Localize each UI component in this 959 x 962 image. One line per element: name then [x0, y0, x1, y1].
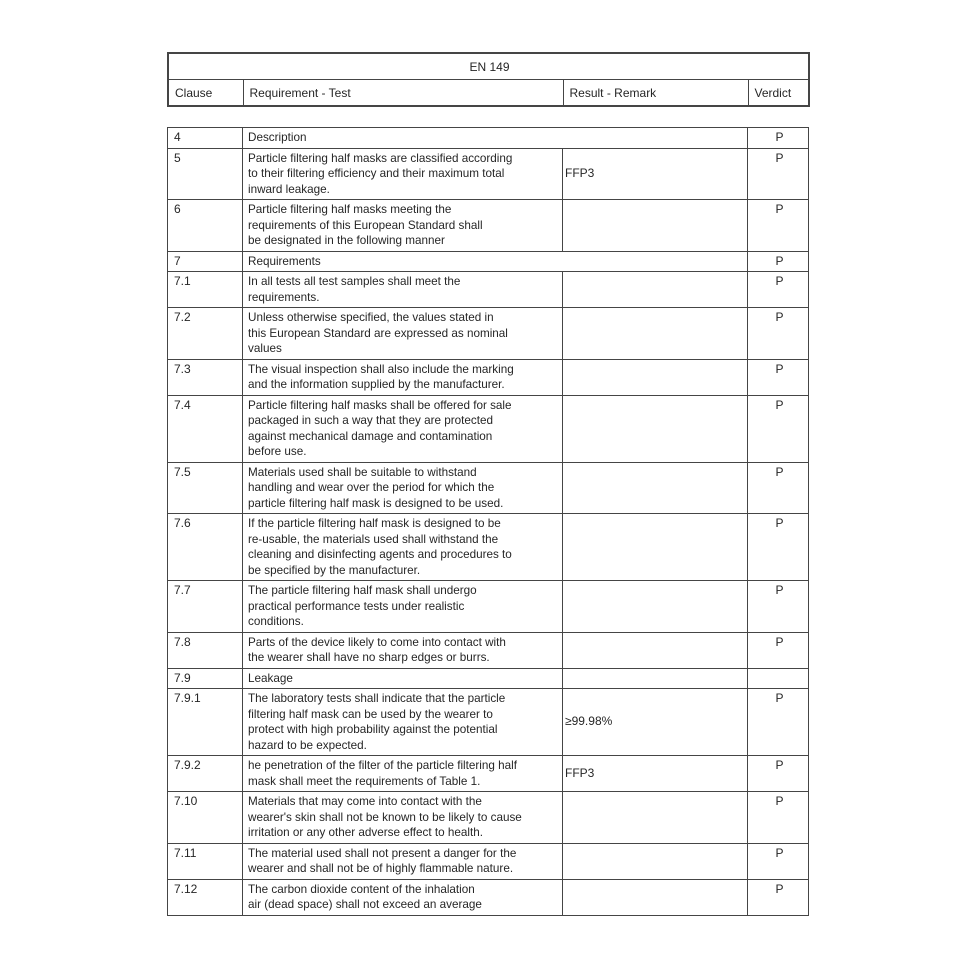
- standard-title-row: [168, 53, 809, 80]
- verdict-cell: P: [748, 395, 809, 462]
- standard-title: EN 149: [168, 53, 809, 80]
- verdict-cell: [748, 668, 809, 689]
- result-cell: [563, 668, 748, 689]
- result-cell: FFP3: [563, 148, 748, 200]
- clause-cell: 7: [168, 251, 243, 272]
- table-row: [168, 879, 809, 915]
- report-body-table: [167, 127, 809, 916]
- table-row: [168, 308, 809, 360]
- verdict-cell: P: [748, 689, 809, 756]
- table-row: [168, 272, 809, 308]
- verdict-cell: P: [748, 128, 809, 149]
- clause-cell: 7.9.2: [168, 756, 243, 792]
- verdict-cell: P: [748, 359, 809, 395]
- requirement-cell: If the particle filtering half mask is designed to be re-usable, the materials used shall withstand the cleaning and disinfecting agents and procedures to be specified by the manufacturer.: [243, 514, 563, 581]
- result-cell: [563, 462, 748, 514]
- verdict-cell: P: [748, 148, 809, 200]
- clause-cell: 7.12: [168, 879, 243, 915]
- column-header-verdict: Verdict: [748, 80, 809, 107]
- table-row: [168, 359, 809, 395]
- table-row: [168, 689, 809, 756]
- result-cell: [563, 395, 748, 462]
- report-page: [167, 52, 808, 916]
- requirement-cell: The material used shall not present a danger for the wearer and shall not be of highly flammable nature.: [243, 843, 563, 879]
- column-header-row: [168, 80, 809, 107]
- table-row: [168, 514, 809, 581]
- table-row: [168, 843, 809, 879]
- clause-cell: 6: [168, 200, 243, 252]
- table-row: [168, 792, 809, 844]
- requirement-cell: Leakage: [243, 668, 563, 689]
- table-row: [168, 395, 809, 462]
- verdict-cell: P: [748, 514, 809, 581]
- requirement-cell: The particle filtering half mask shall undergo practical performance tests under realistic conditions.: [243, 581, 563, 633]
- clause-cell: 7.5: [168, 462, 243, 514]
- requirement-cell: Materials that may come into contact with the wearer's skin shall not be known to be likely to cause irritation or any other adverse effect to health.: [243, 792, 563, 844]
- requirement-cell: Parts of the device likely to come into contact with the wearer shall have no sharp edges or burrs.: [243, 632, 563, 668]
- result-cell: ≥99.98%: [563, 689, 748, 756]
- report-header-table: [167, 52, 810, 107]
- requirement-cell: The laboratory tests shall indicate that the particle filtering half mask can be used by the wearer to protect with high probability against the potential hazard to be expected.: [243, 689, 563, 756]
- verdict-cell: P: [748, 843, 809, 879]
- table-row: [168, 756, 809, 792]
- clause-cell: 7.11: [168, 843, 243, 879]
- table-row: [168, 462, 809, 514]
- clause-cell: 7.9.1: [168, 689, 243, 756]
- table-row: [168, 200, 809, 252]
- requirement-cell: The carbon dioxide content of the inhalation air (dead space) shall not exceed an average: [243, 879, 563, 915]
- result-cell: [563, 359, 748, 395]
- column-header-clause: Clause: [168, 80, 243, 107]
- result-cell: [563, 879, 748, 915]
- result-cell: [563, 632, 748, 668]
- result-cell: [563, 843, 748, 879]
- result-cell: [563, 308, 748, 360]
- requirement-cell: he penetration of the filter of the particle filtering half mask shall meet the requirements of Table 1.: [243, 756, 563, 792]
- verdict-cell: P: [748, 308, 809, 360]
- table-row: [168, 251, 809, 272]
- table-row: [168, 668, 809, 689]
- result-cell: [563, 514, 748, 581]
- requirement-cell: Particle filtering half masks are classified according to their filtering efficiency and their maximum total inward leakage.: [243, 148, 563, 200]
- clause-cell: 7.4: [168, 395, 243, 462]
- requirement-cell: Materials used shall be suitable to withstand handling and wear over the period for which the particle filtering half mask is designed to be used.: [243, 462, 563, 514]
- table-row: [168, 632, 809, 668]
- requirement-cell: In all tests all test samples shall meet the requirements.: [243, 272, 563, 308]
- clause-cell: 4: [168, 128, 243, 149]
- verdict-cell: P: [748, 251, 809, 272]
- clause-cell: 7.1: [168, 272, 243, 308]
- verdict-cell: P: [748, 462, 809, 514]
- requirement-cell: Particle filtering half masks shall be offered for sale packaged in such a way that they are protected against mechanical damage and contamination before use.: [243, 395, 563, 462]
- clause-cell: 7.3: [168, 359, 243, 395]
- result-cell: FFP3: [563, 756, 748, 792]
- result-cell: [563, 581, 748, 633]
- verdict-cell: P: [748, 879, 809, 915]
- column-header-result: Result - Remark: [563, 80, 748, 107]
- report-table-body: [168, 128, 809, 916]
- requirement-cell: Description: [243, 128, 748, 149]
- clause-cell: 7.8: [168, 632, 243, 668]
- verdict-cell: P: [748, 756, 809, 792]
- result-cell: [563, 272, 748, 308]
- requirement-cell: Unless otherwise specified, the values stated in this European Standard are expressed as nominal values: [243, 308, 563, 360]
- result-cell: [563, 792, 748, 844]
- verdict-cell: P: [748, 272, 809, 308]
- clause-cell: 7.10: [168, 792, 243, 844]
- table-row: [168, 581, 809, 633]
- column-header-requirement: Requirement - Test: [243, 80, 563, 107]
- result-cell: [563, 200, 748, 252]
- clause-cell: 7.6: [168, 514, 243, 581]
- verdict-cell: P: [748, 632, 809, 668]
- verdict-cell: P: [748, 581, 809, 633]
- requirement-cell: Requirements: [243, 251, 748, 272]
- clause-cell: 7.2: [168, 308, 243, 360]
- clause-cell: 5: [168, 148, 243, 200]
- verdict-cell: P: [748, 200, 809, 252]
- verdict-cell: P: [748, 792, 809, 844]
- clause-cell: 7.9: [168, 668, 243, 689]
- table-row: [168, 128, 809, 149]
- requirement-cell: The visual inspection shall also include the marking and the information supplied by the manufacturer.: [243, 359, 563, 395]
- clause-cell: 7.7: [168, 581, 243, 633]
- requirement-cell: Particle filtering half masks meeting the requirements of this European Standard shall be designated in the following manner: [243, 200, 563, 252]
- table-row: [168, 148, 809, 200]
